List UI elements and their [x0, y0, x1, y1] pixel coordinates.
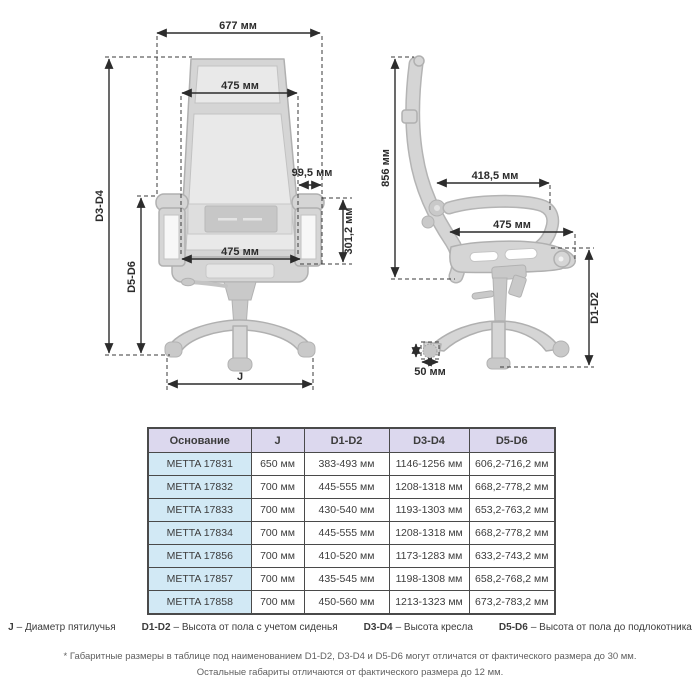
dim-overall-width-label: 677 мм — [219, 20, 257, 32]
dimensions-table-body — [148, 453, 555, 615]
lever-handle-front — [182, 278, 195, 286]
footnotes — [0, 649, 700, 681]
model-cell: METTA 17832 — [148, 476, 251, 499]
tilt-mechanism-front — [224, 282, 256, 300]
side-view-drawing — [380, 56, 601, 378]
legend-desc: – Диаметр пятилучья — [16, 622, 116, 633]
value-cell: 435-545 мм — [304, 568, 389, 591]
value-cell: 700 мм — [251, 522, 304, 545]
front-leg — [233, 326, 247, 362]
model-cell: METTA 17858 — [148, 591, 251, 615]
footnote-line: Остальные габариты отличаются от фактического размера до 12 мм. — [196, 667, 504, 678]
value-cell: 606,2-716,2 мм — [469, 453, 555, 476]
value-cell: 700 мм — [251, 591, 304, 615]
value-cell: 1198-1308 мм — [389, 568, 469, 591]
gas-lift-side — [493, 278, 507, 322]
dimensions-table-head-row — [148, 428, 555, 453]
model-cell: METTA 17831 — [148, 453, 251, 476]
legend-key: D5-D6 — [498, 622, 528, 633]
dim-backrest-to-seat-label: 301,2 мм — [343, 207, 355, 255]
table-header-cell: D3-D4 — [389, 428, 469, 453]
legend-key: D3-D4 — [363, 622, 393, 633]
seat-front-curl-hole — [559, 257, 564, 262]
table-header-cell: D1-D2 — [304, 428, 389, 453]
table-header-cell: J — [251, 428, 304, 453]
dim-floor-to-armrest-label: D5-D6 — [126, 261, 138, 293]
dim-base-diameter-label: J — [236, 371, 244, 383]
table-row — [148, 453, 555, 476]
lumbar-slot — [243, 218, 262, 221]
value-cell: 383-493 мм — [304, 453, 389, 476]
table-row — [148, 476, 555, 499]
seat-front-panel — [206, 264, 274, 278]
caster-front-left — [165, 342, 182, 357]
dim-floor-to-seat-label: D1-D2 — [589, 292, 601, 324]
caster-highlighted — [423, 344, 437, 358]
value-cell: 430-540 мм — [304, 499, 389, 522]
value-cell: 673,2-783,2 мм — [469, 591, 555, 615]
model-cell: METTA 17857 — [148, 568, 251, 591]
legend-desc: – Высота от пола до подлокотника — [530, 622, 692, 633]
legend-item — [364, 622, 473, 633]
dim-chair-height-label: D3-D4 — [94, 190, 106, 222]
lever-side — [472, 290, 495, 299]
adjust-knob-small — [422, 216, 434, 228]
value-cell: 700 мм — [251, 545, 304, 568]
armrest-left-window — [164, 215, 179, 259]
armrest-right-window — [301, 215, 316, 259]
backrest-side-tab — [402, 110, 417, 123]
legend-key: J — [8, 622, 14, 633]
table-row — [148, 499, 555, 522]
value-cell: 1213-1323 мм — [389, 591, 469, 615]
dimensions-table — [147, 427, 556, 615]
front-view-drawing — [94, 20, 355, 390]
value-cell: 1146-1256 мм — [389, 453, 469, 476]
dim-back-height-label: 856 мм — [380, 149, 392, 187]
value-cell: 658,2-768,2 мм — [469, 568, 555, 591]
value-cell: 650 мм — [251, 453, 304, 476]
dim-backrest-width-label: 475 мм — [221, 80, 259, 92]
legend-desc: – Высота от пола с учетом сиденья — [173, 622, 338, 633]
legend — [0, 622, 700, 633]
adjust-knob-center — [434, 205, 440, 211]
value-cell: 445-555 мм — [304, 522, 389, 545]
value-cell: 700 мм — [251, 568, 304, 591]
caster-side-right — [553, 341, 569, 357]
model-cell: METTA 17833 — [148, 499, 251, 522]
value-cell: 653,2-763,2 мм — [469, 499, 555, 522]
caster-front-center — [228, 358, 252, 371]
value-cell: 1208-1318 мм — [389, 522, 469, 545]
value-cell: 450-560 мм — [304, 591, 389, 615]
model-cell: METTA 17856 — [148, 545, 251, 568]
table-row — [148, 545, 555, 568]
value-cell: 668,2-778,2 мм — [469, 522, 555, 545]
value-cell: 700 мм — [251, 476, 304, 499]
table-row — [148, 522, 555, 545]
legend-desc: – Высота кресла — [395, 622, 473, 633]
seat-slot — [505, 248, 537, 260]
value-cell: 1208-1318 мм — [389, 476, 469, 499]
seat-slot — [470, 251, 498, 261]
table-row — [148, 591, 555, 615]
legend-key: D1-D2 — [141, 622, 171, 633]
legend-item — [8, 622, 116, 633]
dim-caster-label: 50 мм — [414, 366, 446, 378]
caster-front-right — [298, 342, 315, 357]
headrest-hook — [414, 56, 424, 66]
dim-floor-to-armrest — [126, 196, 158, 353]
value-cell: 668,2-778,2 мм — [469, 476, 555, 499]
dim-armrest-offset-label: 99,5 мм — [291, 167, 333, 179]
table-row — [148, 568, 555, 591]
value-cell: 700 мм — [251, 499, 304, 522]
table-header-cell: D5-D6 — [469, 428, 555, 453]
value-cell: 410-520 мм — [304, 545, 389, 568]
table-header-cell: Основание — [148, 428, 251, 453]
legend-item — [142, 622, 338, 633]
dim-seat-width-label: 475 мм — [221, 246, 259, 258]
value-cell: 1173-1283 мм — [389, 545, 469, 568]
model-cell: METTA 17834 — [148, 522, 251, 545]
lumbar-pad — [205, 206, 277, 232]
lumbar-slot — [218, 218, 237, 221]
caster-side-center — [487, 358, 510, 369]
value-cell: 445-555 мм — [304, 476, 389, 499]
value-cell: 633,2-743,2 мм — [469, 545, 555, 568]
value-cell: 1193-1303 мм — [389, 499, 469, 522]
dim-seat-depth-inner-label: 418,5 мм — [471, 170, 519, 182]
footnote-line: * Габаритные размеры в таблице под наименованием D1-D2, D3-D4 и D5-D6 могут отличатся от фактического размера до 30 мм. — [63, 651, 637, 662]
dim-seat-depth-label: 475 мм — [493, 219, 531, 231]
legend-item — [499, 622, 692, 633]
